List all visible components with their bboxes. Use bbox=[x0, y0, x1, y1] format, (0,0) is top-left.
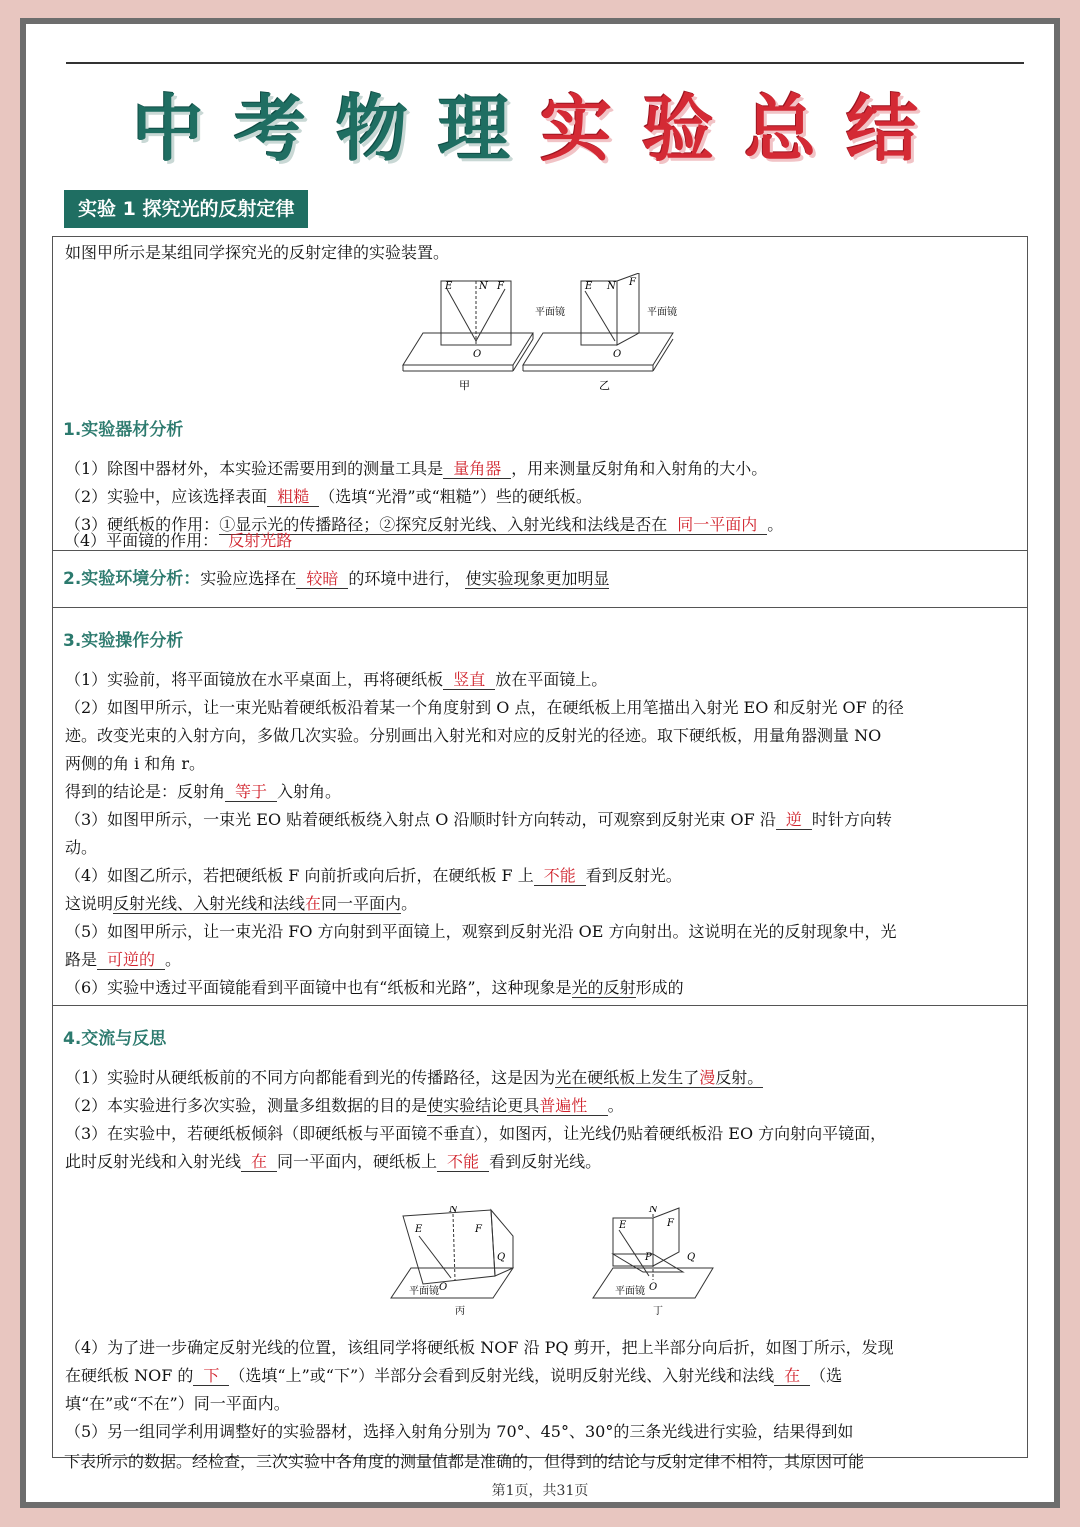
sec4-title: 4.交流与反思 bbox=[63, 1029, 167, 1049]
sec1-line-1: （1）除图中器材外，本实验还需要用到的测量工具是 量角器 ，用来测量反射角和入射角的大小。 bbox=[65, 459, 768, 478]
intro-text: 如图甲所示是某组同学探究光的反射定律的实验装置。 bbox=[65, 243, 450, 262]
fig2-E2: E bbox=[619, 1220, 627, 1231]
fig2-Q: Q bbox=[497, 1252, 506, 1263]
page-footer: 第1页，共31页 bbox=[491, 1483, 589, 1499]
fig1-E: E bbox=[445, 281, 453, 292]
fig1-O: O bbox=[473, 349, 482, 360]
answer: 粗糙 bbox=[267, 487, 319, 507]
fig1-F: F bbox=[497, 281, 504, 292]
fig2-label-bing: 丙 bbox=[455, 1306, 465, 1317]
sec1-title: 1.实验器材分析 bbox=[63, 420, 184, 440]
sec3-line-1: （1）实验前，将平面镜放在水平桌面上，再将硬纸板 竖直 放在平面镜上。 bbox=[65, 670, 608, 689]
section-box-1 bbox=[52, 236, 1028, 551]
sec1-line-3: （3）硬纸板的作用：①显示光的传播路径；②探究反射光线、入射光线和法线是否在 同一平面内 。 bbox=[65, 515, 784, 534]
answer: 下 bbox=[193, 1366, 229, 1386]
sec3-line-7: 动。 bbox=[65, 838, 98, 857]
section-box-4 bbox=[52, 1005, 1028, 1458]
fig2-F: F bbox=[475, 1224, 482, 1235]
sec4-line-6: 在硬纸板 NOF 的 下 （选填“上”或“下”）半部分会看到反射光线，说明反射光线、入射光线和法线 在 （选 bbox=[65, 1366, 843, 1385]
answer: 逆 bbox=[776, 810, 812, 830]
sec2-line: 2.实验环境分析：实验应选择在 较暗 的环境中进行， 使实验现象更加明显 bbox=[63, 569, 610, 589]
answer: 漫 bbox=[699, 1068, 716, 1087]
answer: 反射光路 bbox=[218, 531, 302, 551]
sec3-line-12: （6）实验中透过平面镜能看到平面镜中也有“纸板和光路”，这种现象是光的反射形成的 bbox=[65, 978, 684, 997]
sec1-line-4: （4）平面镜的作用： 反射光路 bbox=[64, 527, 1042, 555]
sec3-line-5: 得到的结论是：反射角 等于 入射角。 bbox=[65, 782, 342, 801]
fig2-label-ding: 丁 bbox=[653, 1306, 663, 1317]
fig1-mirror-1: 平面镜 bbox=[535, 307, 565, 318]
figure-jia-yi bbox=[393, 273, 693, 377]
title-green: 中考物理 bbox=[131, 87, 540, 171]
fig2-N: N bbox=[449, 1206, 458, 1215]
fig1-F2: F bbox=[629, 277, 636, 288]
sec3-line-9: 这说明反射光线、入射光线和法线在同一平面内。 bbox=[65, 894, 418, 913]
fig2-mirror-2: 平面镜 bbox=[615, 1286, 645, 1297]
fig1-mirror-2: 平面镜 bbox=[647, 307, 677, 318]
fig2-N2: N bbox=[649, 1206, 658, 1215]
sec4-line-2: （2）本实验进行多次实验，测量多组数据的目的是使实验结论更具普遍性 。 bbox=[65, 1096, 624, 1115]
fig2-O2: O bbox=[649, 1282, 658, 1293]
fig2-Q2: Q bbox=[687, 1252, 696, 1263]
top-rule bbox=[66, 62, 1024, 64]
caption-yi: 乙 bbox=[599, 379, 610, 392]
sec4-line-1: （1）实验时从硬纸板前的不同方向都能看到光的传播路径，这是因为光在硬纸板上发生了漫反射。 bbox=[65, 1068, 764, 1087]
experiment-badge: 实验 1 探究光的反射定律 bbox=[64, 190, 308, 228]
sec3-line-2: （2）如图甲所示，让一束光贴着硬纸板沿着某一个角度射到 O 点，在硬纸板上用笔描出入射光 EO 和反射光 OF 的径 bbox=[65, 698, 904, 717]
fig1-N: N bbox=[479, 281, 488, 292]
answer: 竖直 bbox=[443, 670, 495, 690]
sec4-line-4: 此时反射光线和入射光线 在 同一平面内，硬纸板上 不能 看到反射光线。 bbox=[65, 1152, 602, 1171]
answer: 不能 bbox=[534, 866, 586, 886]
answer: 等于 bbox=[225, 782, 277, 802]
title-red: 实验总结 bbox=[540, 87, 949, 171]
sec4-line-8: （5）另一组同学利用调整好的实验器材，选择入射角分别为 70°、45°、30°的三条光线进行实验，结果得到如 bbox=[65, 1422, 854, 1441]
page-frame bbox=[20, 18, 1060, 1508]
answer: 同一平面内 bbox=[667, 515, 767, 535]
sec3-title: 3.实验操作分析 bbox=[63, 631, 184, 651]
answer: 较暗 bbox=[296, 569, 348, 589]
fig1-N2: N bbox=[607, 281, 616, 292]
sec3-line-11: 路是 可逆的 。 bbox=[65, 950, 182, 969]
sec4-line-7: 填“在”或“不在”）同一平面内。 bbox=[65, 1394, 290, 1413]
paper bbox=[26, 24, 1054, 1502]
answer: 在 bbox=[241, 1152, 277, 1172]
answer: 可逆的 bbox=[97, 950, 165, 970]
caption-jia: 甲 bbox=[459, 379, 470, 392]
sec3-line-10: （5）如图甲所示，让一束光沿 FO 方向射到平面镜上，观察到反射光沿 OE 方向射出。这说明在光的反射现象中，光 bbox=[65, 922, 897, 941]
fig1-E2: E bbox=[585, 281, 593, 292]
fig2-mirror-1: 平面镜 bbox=[409, 1286, 439, 1297]
answer: 在 bbox=[774, 1366, 810, 1386]
answer: 量角器 bbox=[443, 459, 511, 479]
sec4-line-5: （4）为了进一步确定反射光线的位置，该组同学将硬纸板 NOF 沿 PQ 剪开，把上半部分向后折，如图丁所示，发现 bbox=[65, 1338, 894, 1357]
sec4-line-9: 下表所示的数据。经检查，三次实验中各角度的测量值都是准确的，但得到的结论与反射定律不相符，其原因可能 bbox=[64, 1452, 865, 1471]
section-box-3 bbox=[52, 607, 1028, 1006]
answer: 普遍性 bbox=[539, 1096, 588, 1115]
sec3-line-8: （4）如图乙所示，若把硬纸板 F 向前折或向后折，在硬纸板 F 上 不能 看到反射光。 bbox=[65, 866, 682, 885]
fig2-O: O bbox=[439, 1282, 448, 1293]
sec3-line-4: 两侧的角 i 和角 r。 bbox=[65, 754, 206, 773]
sec4-line-3: （3）在实验中，若硬纸板倾斜（即硬纸板与平面镜不垂直），如图丙，让光线仍贴着硬纸板沿 EO 方向射向平镜面， bbox=[65, 1124, 887, 1143]
fig2-E: E bbox=[415, 1224, 423, 1235]
sec3-line-3: 迹。改变光束的入射方向，多做几次实验。分别画出入射光和对应的反射光的径迹。取下硬纸板，用量角器测量 NO bbox=[65, 726, 882, 745]
answer: 不能 bbox=[437, 1152, 489, 1172]
figure-bing-ding bbox=[383, 1206, 723, 1321]
section-box-2 bbox=[52, 550, 1028, 608]
fig2-F2: F bbox=[667, 1218, 674, 1229]
answer: 在 bbox=[305, 894, 322, 913]
sec3-line-6: （3）如图甲所示，一束光 EO 贴着硬纸板绕入射点 O 沿顺时针方向转动，可观察到反射光束 OF 沿 逆 时针方向转 bbox=[65, 810, 892, 829]
fig1-O2: O bbox=[613, 349, 622, 360]
page-title bbox=[26, 84, 1054, 174]
sec1-line-2: （2）实验中，应该选择表面 粗糙 （选填“光滑”或“粗糙”）些的硬纸板。 bbox=[65, 487, 592, 506]
fig2-P: P bbox=[645, 1252, 652, 1263]
